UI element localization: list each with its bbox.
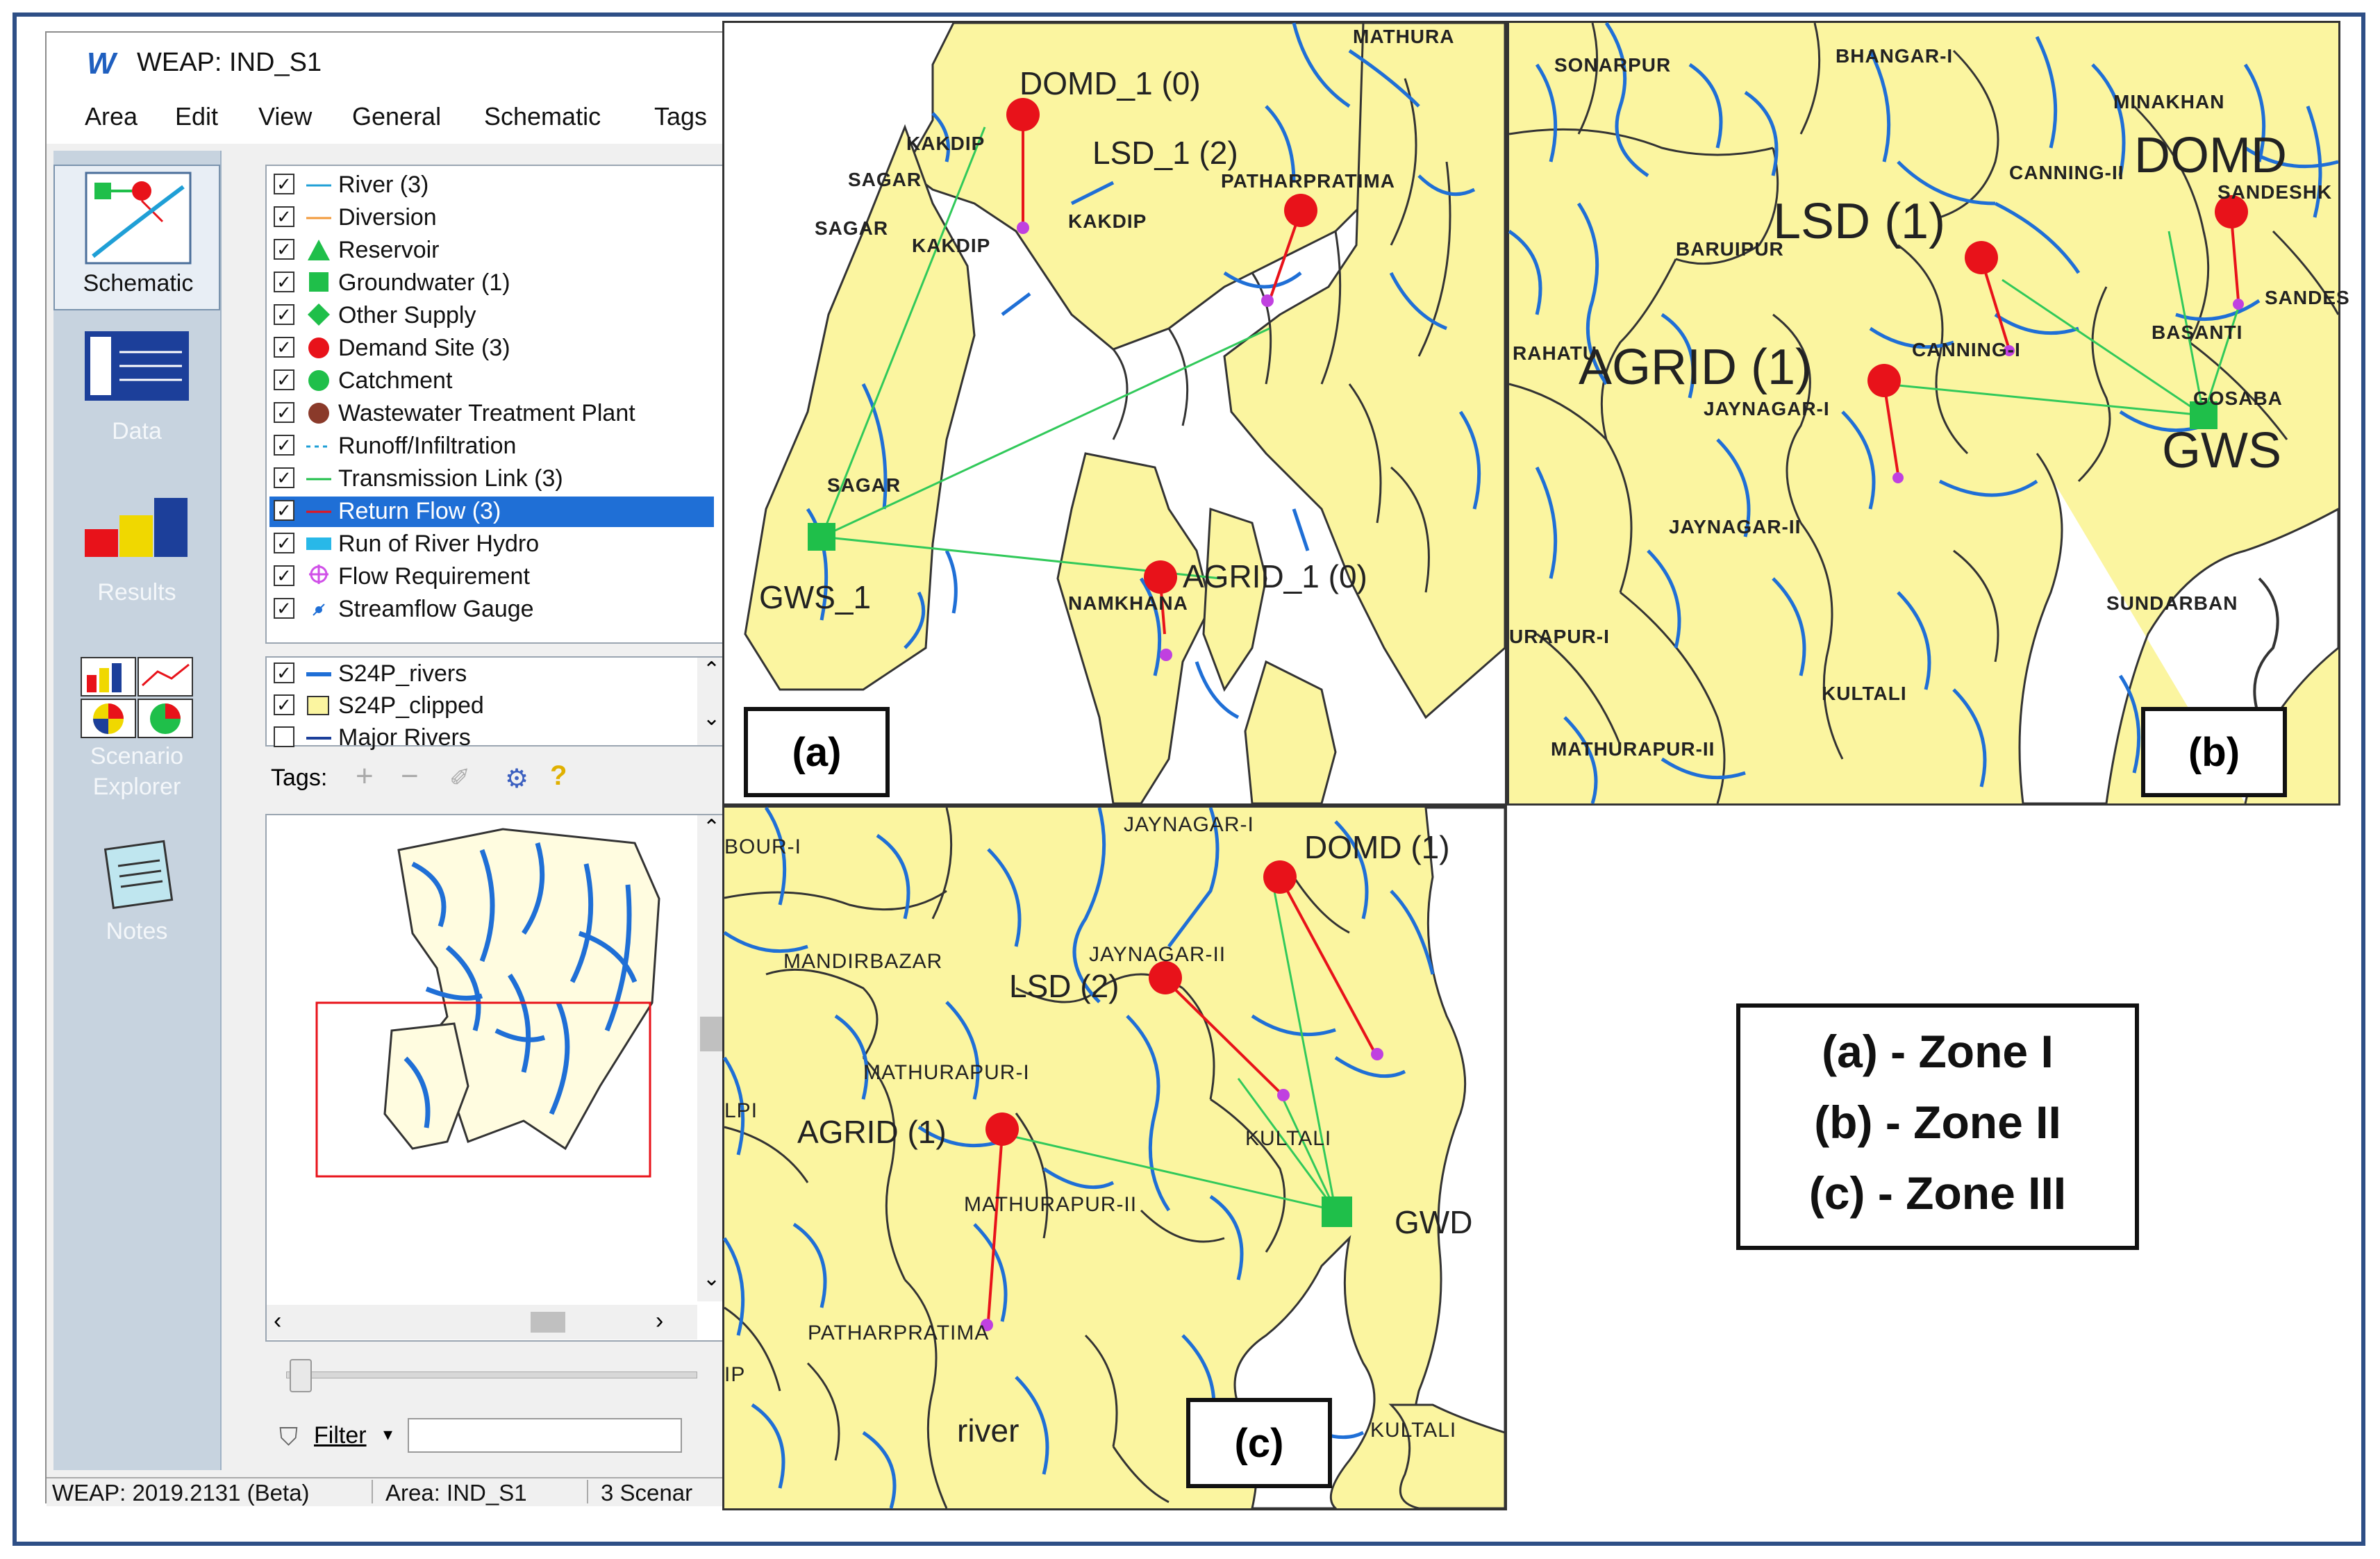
return-flow-symbol-icon (305, 497, 333, 527)
scroll-thumb[interactable] (531, 1312, 565, 1333)
flow-requirement-symbol-icon (305, 562, 333, 592)
remove-tag-icon[interactable]: − (401, 759, 419, 793)
slider-track[interactable] (286, 1372, 697, 1378)
checkbox[interactable]: ✓ (274, 402, 294, 423)
scroll-thumb[interactable] (700, 1017, 722, 1051)
place-label: BHANGAR-I (1836, 45, 1954, 67)
legend-label: Streamflow Gauge (338, 596, 534, 622)
filter-icon[interactable]: ⛉ (279, 1422, 299, 1451)
checkbox[interactable]: ✓ (274, 337, 294, 358)
node-label-agrid: AGRID (1) (797, 1114, 947, 1150)
map-panel-b (1507, 21, 2350, 806)
checkbox[interactable]: ✓ (274, 694, 294, 715)
legend-label: Runoff/Infiltration (338, 433, 517, 459)
checkbox[interactable]: ✓ (274, 435, 294, 456)
checkbox[interactable]: ✓ (274, 206, 294, 227)
title-bar (47, 33, 727, 95)
place-label: JAYNAGAR-II (1089, 943, 1226, 966)
tags-toolbar (265, 755, 727, 803)
place-label: SONARPUR (1554, 54, 1672, 76)
add-tag-icon[interactable]: + (356, 759, 374, 793)
zone-key (1736, 1003, 2139, 1250)
demand-site-symbol-icon (305, 333, 333, 364)
sidebar-item-schematic[interactable] (53, 165, 220, 310)
place-label: JAYNAGAR-I (1704, 398, 1830, 419)
overview-scrollbar-h[interactable] (267, 1305, 697, 1340)
checkbox[interactable]: ✓ (274, 662, 294, 683)
checkbox[interactable]: ✓ (274, 565, 294, 586)
checkbox[interactable]: ✓ (274, 500, 294, 521)
other-supply-symbol-icon (305, 301, 333, 331)
chevron-left-icon[interactable]: ‹ (274, 1308, 282, 1334)
place-label: SAGAR (815, 217, 889, 239)
sidebar-item-data[interactable] (53, 331, 220, 470)
place-label: SANDES (2265, 287, 2350, 308)
zone-key-line: (a) - Zone I (1822, 1026, 2054, 1077)
legend-label: Return Flow (3) (338, 498, 501, 524)
map-panel-c (722, 806, 1507, 1510)
checkbox[interactable]: ✓ (274, 174, 294, 194)
place-label: KAKDIP (912, 235, 991, 256)
filter-label[interactable]: Filter (314, 1422, 367, 1449)
window-title: WEAP: IND_S1 (137, 48, 322, 77)
node-label-river: river (957, 1412, 1020, 1449)
filter-input[interactable] (408, 1418, 682, 1453)
weap-window (45, 31, 726, 1506)
sidebar-item-results[interactable] (53, 494, 220, 633)
legend-label: Catchment (338, 367, 453, 394)
place-label: MANDIRBAZAR (783, 950, 943, 973)
diversion-symbol-icon (305, 203, 333, 233)
wwtp-symbol-icon (305, 399, 333, 429)
schematic-icon (86, 173, 190, 263)
place-label: CANNING-I (1912, 339, 2021, 360)
menu-edit[interactable]: Edit (175, 102, 219, 131)
place-label: BASANTI (2152, 322, 2243, 343)
transmission-link-symbol-icon (305, 464, 333, 494)
place-label: BOUR-I (724, 835, 801, 858)
place-label: PATHARPRATIMA (808, 1322, 990, 1344)
status-area: Area: IND_S1 (380, 1480, 588, 1503)
checkbox[interactable]: ✓ (274, 272, 294, 292)
zoom-slider[interactable] (265, 1352, 727, 1401)
place-label: KAKDIP (1068, 210, 1147, 232)
menu-schematic[interactable]: Schematic (484, 102, 601, 131)
legend-label: Wastewater Treatment Plant (338, 400, 635, 426)
chevron-down-icon[interactable]: ⌄ (703, 707, 721, 730)
tags-label: Tags: (271, 765, 328, 791)
place-label: SUNDARBAN (2106, 592, 2238, 614)
zone-key-line: (b) - Zone II (1814, 1097, 2061, 1148)
groundwater-symbol-icon (305, 268, 333, 299)
node-label-domd: DOMD (1) (1304, 829, 1450, 865)
slider-thumb[interactable] (290, 1359, 312, 1392)
view-sidebar (53, 151, 222, 1470)
checkbox[interactable]: ✓ (274, 467, 294, 488)
place-label: MINAKHAN (2113, 91, 2225, 112)
menu-view[interactable]: View (258, 102, 313, 131)
zone-key-line: (c) - Zone III (1808, 1167, 2067, 1219)
layer-label: S24P_clipped (338, 692, 484, 719)
chevron-right-icon[interactable]: › (656, 1308, 664, 1334)
legend-label: River (3) (338, 172, 429, 198)
data-icon (85, 331, 189, 401)
streamflow-gauge-symbol-icon (305, 594, 333, 625)
map-panel-a (722, 21, 1507, 806)
node-label-domd: DOMD_1 (0) (1020, 65, 1201, 101)
sidebar-label: Data (112, 418, 162, 444)
checkbox[interactable] (274, 726, 294, 747)
panel-tag-b: (b) (2141, 707, 2287, 797)
ror-hydro-symbol-icon (305, 529, 333, 560)
legend-label: Reservoir (338, 237, 440, 263)
status-bar (47, 1477, 727, 1506)
sidebar-label: Schematic (83, 270, 194, 297)
panel-tag-a: (a) (744, 707, 890, 797)
legend-label: Run of River Hydro (338, 531, 540, 557)
sidebar-item-scenario-explorer[interactable] (53, 658, 220, 817)
panel-tag-c: (c) (1186, 1398, 1332, 1488)
checkbox[interactable]: ✓ (274, 369, 294, 390)
tag-edit-icon[interactable]: ✐ (449, 763, 471, 792)
legend-label: Demand Site (3) (338, 335, 510, 361)
place-label: IP (724, 1363, 746, 1386)
polygon-layer-icon (305, 691, 333, 722)
legend-label: Groundwater (1) (338, 269, 510, 296)
node-label-gws: GWS (2162, 423, 2281, 478)
help-icon[interactable]: ? (550, 760, 567, 791)
legend-label: Other Supply (338, 302, 476, 328)
catchment-symbol-icon (305, 366, 333, 397)
place-label: KULTALI (1245, 1127, 1332, 1150)
node-label-lsd: LSD (2) (1009, 968, 1120, 1004)
dropdown-arrow-icon[interactable]: ▾ (383, 1424, 393, 1444)
gear-icon[interactable]: ⚙ (505, 765, 529, 794)
gis-layers-panel (265, 656, 727, 751)
checkbox[interactable]: ✓ (274, 239, 294, 260)
notes-icon (99, 838, 175, 908)
layer-label: Major Rivers (338, 724, 471, 751)
checkbox[interactable]: ✓ (274, 598, 294, 619)
place-label: SAGAR (848, 169, 922, 190)
legend-label: Transmission Link (3) (338, 465, 563, 492)
schematic-legend-panel (265, 165, 727, 644)
place-label: KULTALI (1822, 683, 1907, 704)
place-label: RAHATU (1513, 342, 1598, 364)
reservoir-symbol-icon (305, 235, 333, 266)
place-label: PATHARPRATIMA (1221, 170, 1395, 192)
status-version: WEAP: 2019.2131 (Beta) (47, 1480, 373, 1503)
node-label-lsd: LSD (1) (1773, 194, 1946, 249)
layers-scrollbar[interactable] (697, 658, 725, 745)
place-label: KULTALI (1370, 1419, 1457, 1442)
checkbox[interactable]: ✓ (274, 533, 294, 553)
chevron-up-icon[interactable]: ⌃ (703, 816, 721, 839)
node-label-lsd: LSD_1 (2) (1092, 135, 1238, 171)
menu-bar (47, 95, 727, 144)
place-label: MATHURAPUR-I (863, 1061, 1030, 1084)
sidebar-label: Results (97, 579, 176, 606)
menu-general[interactable]: General (352, 102, 442, 131)
zone-iii-map (724, 808, 1505, 1508)
place-label: JAYNAGAR-I (1124, 813, 1254, 836)
node-label-gwd: GWD (1395, 1204, 1473, 1240)
place-label: SANDESHK (2217, 181, 2333, 203)
menu-tags[interactable]: Tags (654, 102, 708, 131)
sidebar-item-notes[interactable] (53, 838, 220, 977)
runoff-symbol-icon (305, 431, 333, 462)
place-label: KAKDIP (906, 133, 985, 154)
major-rivers-layer-icon (305, 723, 333, 753)
place-label: JAYNAGAR-II (1669, 516, 1801, 537)
layer-label: S24P_rivers (338, 660, 467, 687)
sidebar-label: Scenario Explorer (90, 743, 184, 800)
place-label: SAGAR (827, 474, 901, 496)
legend-label: Diversion (338, 204, 437, 231)
legend-item-return-flow[interactable] (269, 497, 714, 527)
place-label: URAPUR-I (1509, 626, 1610, 647)
place-label: LPI (724, 1099, 758, 1122)
filter-bar (265, 1411, 727, 1467)
results-icon (85, 494, 189, 557)
legend-label: Flow Requirement (338, 563, 530, 590)
river-symbol-icon (305, 170, 333, 201)
overview-map[interactable] (265, 814, 727, 1342)
chevron-up-icon[interactable]: ⌃ (703, 658, 721, 681)
place-label: GOSABA (2193, 387, 2283, 409)
place-label: MATHURAPUR-II (964, 1193, 1138, 1216)
scenario-explorer-icon (81, 658, 192, 737)
node-label-domd: DOMD (2134, 128, 2287, 183)
rivers-layer-icon (305, 659, 333, 690)
place-label: MATHURAPUR-II (1551, 738, 1715, 760)
node-label-agrid: AGRID (1) (1579, 340, 1813, 395)
place-label: MATHURA (1353, 26, 1455, 47)
checkbox[interactable]: ✓ (274, 304, 294, 325)
place-label: BARUIPUR (1676, 238, 1784, 260)
place-label: CANNING-II (2009, 162, 2124, 183)
sidebar-label: Notes (106, 918, 168, 944)
overview-scrollbar-v[interactable] (697, 815, 725, 1301)
weap-logo-icon: W (87, 47, 116, 81)
node-label-gws: GWS_1 (759, 579, 872, 615)
status-scenarios: 3 Scenar (601, 1480, 693, 1506)
overview-map-drawing (274, 822, 704, 1322)
menu-area[interactable]: Area (85, 102, 138, 131)
chevron-down-icon[interactable]: ⌄ (703, 1267, 721, 1290)
place-label: NAMKHANA (1068, 592, 1188, 614)
node-label-agrid: AGRID_1 (0) (1183, 558, 1367, 594)
